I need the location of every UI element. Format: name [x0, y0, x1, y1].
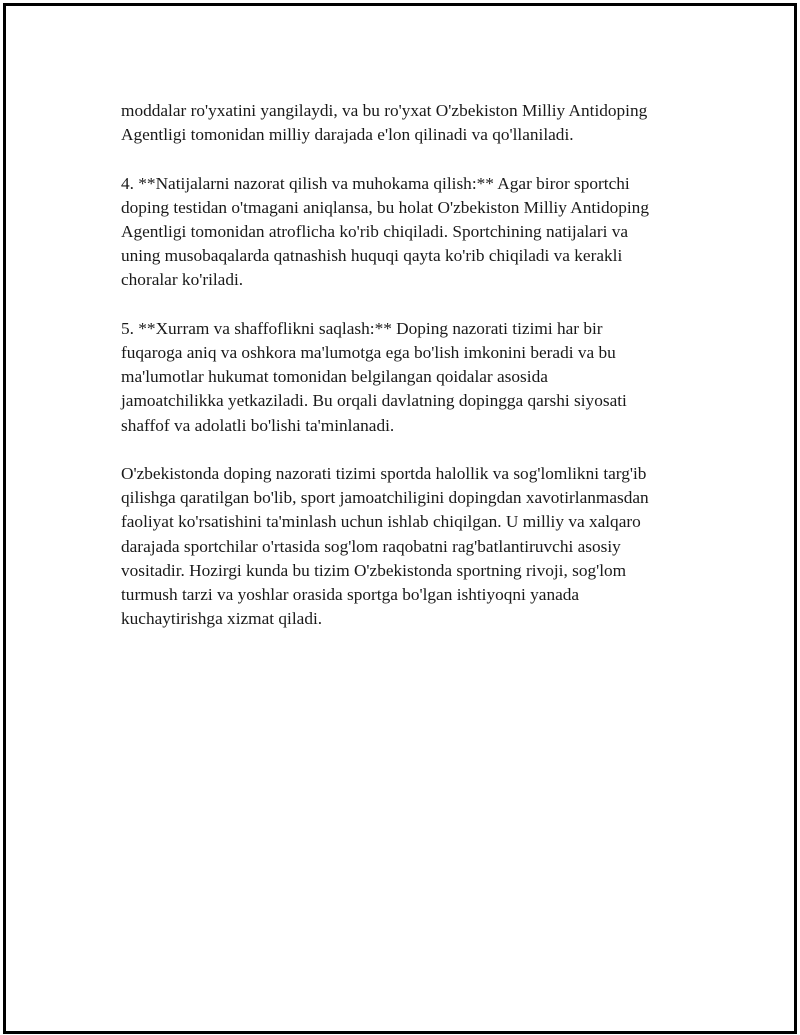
paragraph-conclusion: O'zbekistonda doping nazorati tizimi sportda halollik va sog'lomlikni targ'ib qilishga qaratilgan bo'lib, sport jamoatchiligini dopingdan xavotirlanmasdan faoliyat ko'rsatishini ta'minlash uchun ishlab chiqilgan. U milliy va xalqaro darajada sportchilar o'rtasida sog'lom raqobatni rag'batlantiruvchi asosiy vositadir. Hozirgi kunda bu tizim O'zbekistonda sportning rivoji, sog'lom turmush tarzi va yoshlar orasida sportga bo'lgan ishtiyoqni yanada kuchaytirishga xizmat qiladi. [121, 464, 649, 629]
paragraph-item-5: 5. **Xurram va shaffoflikni saqlash:** Doping nazorati tizimi har bir fuqaroga aniq va oshkora ma'lumotga ega bo'lish imkonini beradi va bu ma'lumotlar hukumat tomonidan belgilangan qoidalar asosida jamoatchilikka yetkaziladi. Bu orqali davlatning dopingga qarshi siyosati shaffof va adolatli bo'lishi ta'minlanadi. [121, 318, 627, 435]
paragraph-item-4: 4. **Natijalarni nazorat qilish va muhokama qilish:** Agar biror sportchi doping testidan o'tmagani aniqlansa, bu holat O'zbekiston Milliy Antidoping Agentligi tomonidan atroflicha ko'rib chiqiladi. Sportchining natijalari va uning musobaqalarda qatnashish huquqi qayta ko'rib chiqiladi va kerakli choralar ko'riladi. [121, 173, 649, 290]
document-body [121, 99, 701, 656]
page-frame [3, 3, 797, 1034]
paragraph-continuation: moddalar ro'yxatini yangilaydi, va bu ro'yxat O'zbekiston Milliy Antidoping Agentligi tomonidan milliy darajada e'lon qilinadi va qo'llaniladi. [121, 101, 648, 145]
